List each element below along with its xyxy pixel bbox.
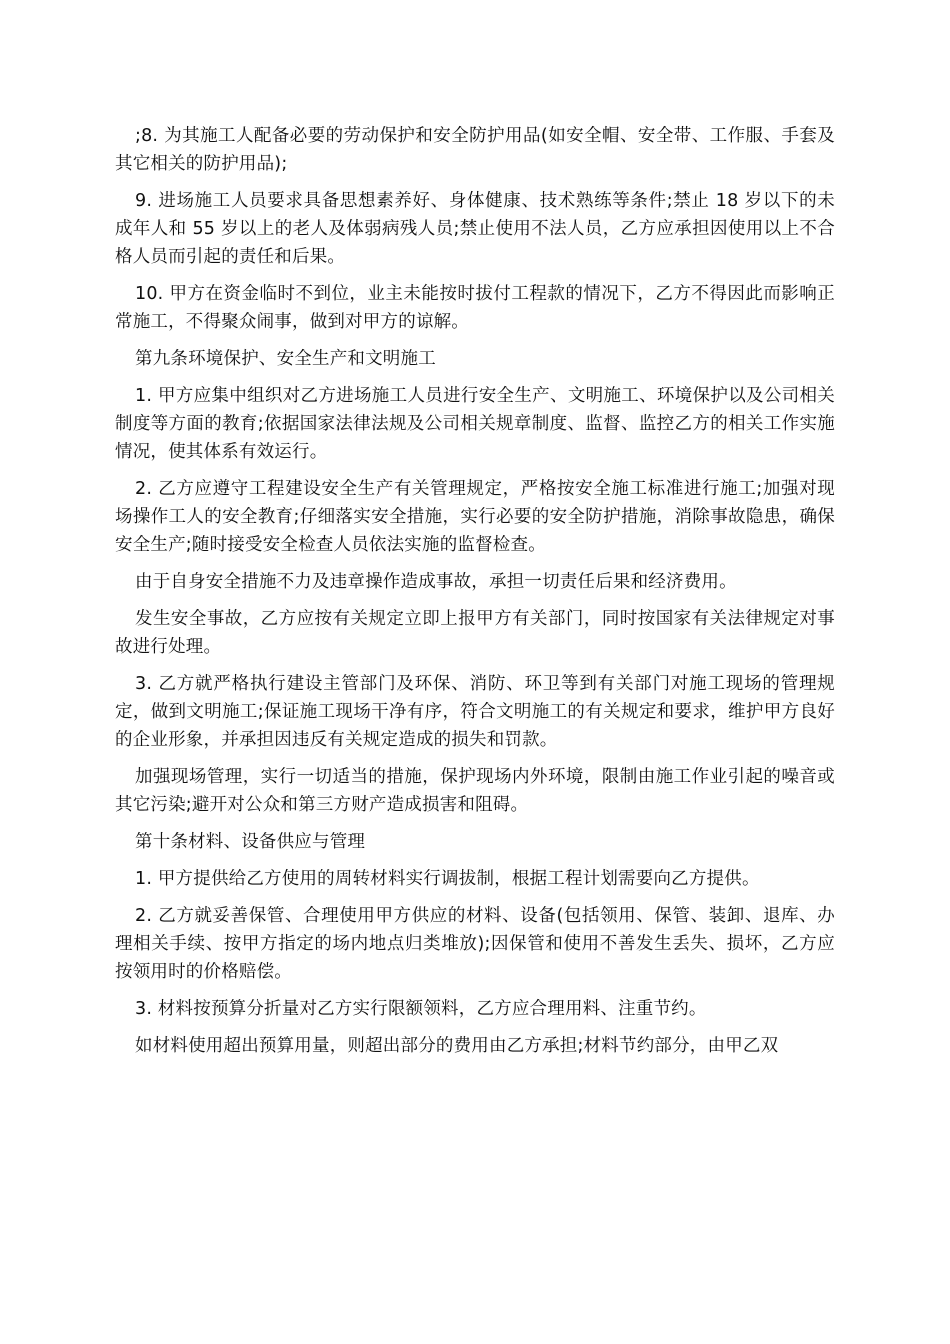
paragraph-material-overuse: 如材料使用超出预算用量，则超出部分的费用由乙方承担;材料节约部分，由甲乙双 bbox=[135, 1036, 779, 1056]
section-heading-article-9: 第九条环境保护、安全生产和文明施工 bbox=[135, 349, 436, 369]
paragraph-item-10-funding-delay: 10. 甲方在资金临时不到位，业主未能按时拔付工程款的情况下，乙方不得因此而影响正常施工，不得聚众闹事，做到对甲方的谅解。 bbox=[115, 284, 835, 332]
paragraph-accident-responsibility: 由于自身安全措施不力及违章操作造成事故，承担一切责任后果和经济费用。 bbox=[135, 572, 737, 592]
paragraph-article-9-item-1: 1. 甲方应集中组织对乙方进场施工人员进行安全生产、文明施工、环境保护以及公司相关制度等方面的教育;依据国家法律法规及公司相关规章制度、监督、监控乙方的相关工作实施情况，使其体系有效运行。 bbox=[115, 386, 835, 462]
paragraph-site-management: 加强现场管理，实行一切适当的措施，保护现场内外环境，限制由施工作业引起的噪音或其它污染;避开对公众和第三方财产造成损害和阻碍。 bbox=[115, 767, 835, 815]
paragraph-accident-reporting: 发生安全事故，乙方应按有关规定立即上报甲方有关部门，同时按国家有关法律规定对事故进行处理。 bbox=[115, 609, 835, 657]
paragraph-item-8-protective-gear: ;8. 为其施工人配备必要的劳动保护和安全防护用品(如安全帽、安全带、工作服、手套及其它相关的防护用品); bbox=[115, 126, 835, 174]
paragraph-item-9-worker-requirements: 9. 进场施工人员要求具备思想素养好、身体健康、技术熟练等条件;禁止 18 岁以下的未成年人和 55 岁以上的老人及体弱病残人员;禁止使用不法人员，乙方应承担因使用以上不合格人员而引起的责任和后果。 bbox=[115, 191, 835, 267]
paragraph-article-10-item-1: 1. 甲方提供给乙方使用的周转材料实行调拔制，根据工程计划需要向乙方提供。 bbox=[135, 869, 760, 889]
paragraph-article-9-item-2: 2. 乙方应遵守工程建设安全生产有关管理规定，严格按安全施工标准进行施工;加强对现场操作工人的安全教育;仔细落实安全措施，实行必要的安全防护措施，消除事故隐患，确保安全生产;随时接受安全检查人员依法实施的监督检查。 bbox=[115, 479, 835, 555]
document-body bbox=[115, 122, 835, 1069]
paragraph-article-10-item-3: 3. 材料按预算分折量对乙方实行限额领料，乙方应合理用料、注重节约。 bbox=[135, 999, 707, 1019]
paragraph-article-9-item-3: 3. 乙方就严格执行建设主管部门及环保、消防、环卫等到有关部门对施工现场的管理规定，做到文明施工;保证施工现场干净有序，符合文明施工的有关规定和要求，维护甲方良好的企业形象，并承担因违反有关规定造成的损失和罚款。 bbox=[115, 674, 835, 750]
section-heading-article-10: 第十条材料、设备供应与管理 bbox=[135, 832, 366, 852]
paragraph-article-10-item-2: 2. 乙方就妥善保管、合理使用甲方供应的材料、设备(包括领用、保管、装卸、退库、办理相关手续、按甲方指定的场内地点归类堆放);因保管和使用不善发生丢失、损坏，乙方应按领用时的价格赔偿。 bbox=[115, 906, 835, 982]
